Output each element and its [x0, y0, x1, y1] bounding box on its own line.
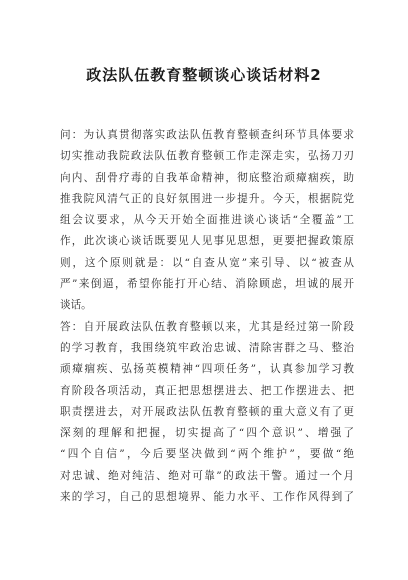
body-line: 对忠诚、绝对纯洁、绝对可靠”的政法干警。通过一个月	[60, 469, 354, 482]
body-line: 组会议要求，从今天开始全面推进谈心谈话“全覆盖”工	[60, 214, 354, 227]
body-line: “四个自信”，今后要坚决做到“两个维护”，要做“绝	[60, 448, 354, 461]
body-line: 推我院风清气正的良好氛围进一步提升。今天，根据院党	[60, 192, 354, 205]
body-line: 问：为认真贯彻落实政法队伍教育整顿查纠环节具体要求	[60, 129, 354, 141]
body-line: 切实推动我院政法队伍教育整顿工作走深走实，弘扬刀刃	[60, 150, 354, 163]
body-line: 作，此次谈心谈话既要见人见事见思想，更要把握政策原	[60, 235, 354, 248]
body-line: 育阶段各项活动，真正把思想摆进去、把工作摆进去、把	[60, 384, 354, 397]
document-title: 政法队伍教育整顿谈心谈话材料2	[86, 66, 322, 84]
body-line: 顽瘴痼疾、弘扬英模精神“四项任务”，认真参加学习教	[60, 363, 354, 376]
body-line: 来的学习，自己的思想境界、能力水平、工作作风得到了	[60, 491, 354, 504]
body-line: 则，这个原则就是：以“自查从宽”来引导、以“被查从	[60, 256, 354, 269]
document-body	[60, 125, 354, 508]
body-line: 职责摆进去，对开展政法队伍教育整顿的重大意义有了更	[60, 405, 354, 418]
body-line: 答：自开展政法队伍教育整顿以来，尤其是经过第一阶段	[60, 320, 354, 333]
body-line: 严”来倒逼，希望你能打开心结、消除顾虑，坦诚的展开	[60, 278, 354, 291]
body-line: 向内、刮骨疗毒的自我革命精神，彻底整治顽瘴痼疾，助	[60, 171, 354, 184]
body-line: 深刻的理解和把握，切实提高了“四个意识”、增强了	[60, 427, 354, 440]
body-line: 的学习教育，我围绕筑牢政治忠诚、清除害群之马、整治	[60, 341, 354, 354]
body-line: 谈话。	[60, 299, 92, 312]
